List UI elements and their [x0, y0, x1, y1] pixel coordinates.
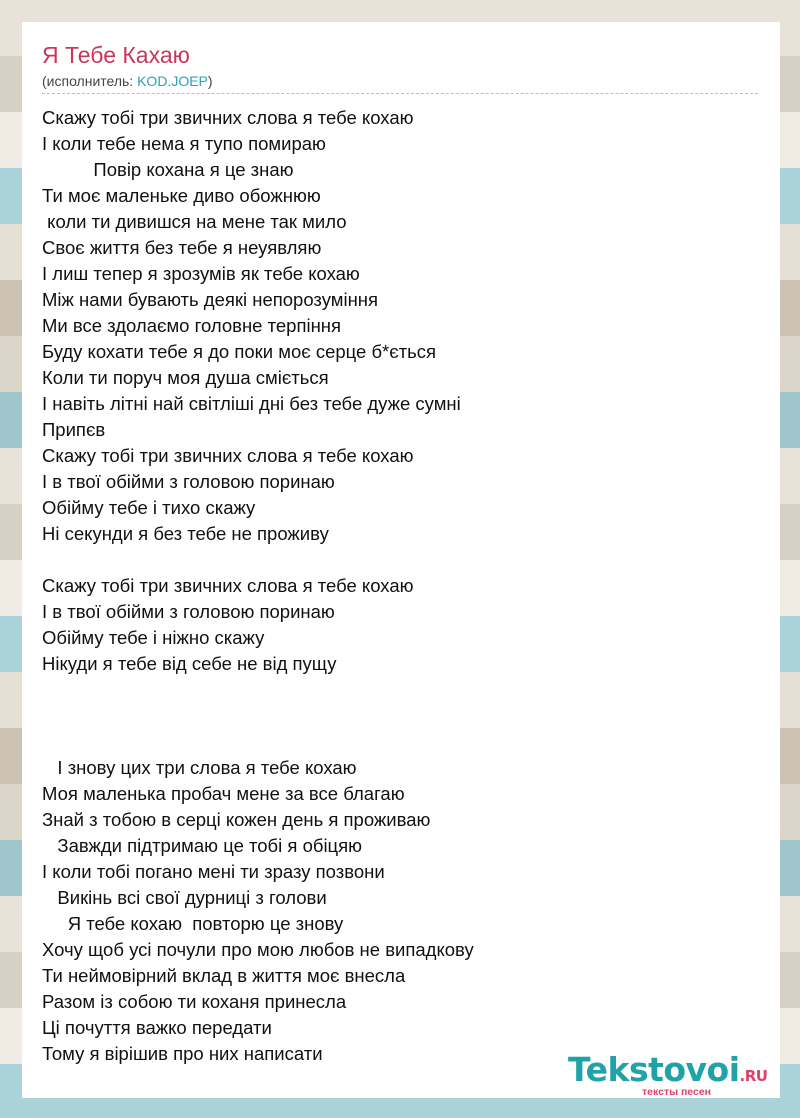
lyric-line: Моя маленька пробач мене за все благаю [42, 783, 405, 804]
lyric-line: І знову цих три слова я тебе кохаю [42, 757, 357, 778]
lyric-line: Своє життя без тебе я неуявляю [42, 237, 322, 258]
lyric-line [42, 729, 762, 755]
lyric-line: Завжди підтримаю це тобі я обіцяю [42, 835, 363, 856]
logo-tagline: тексты песен [642, 1086, 712, 1098]
lyric-line [42, 703, 762, 729]
lyric-line: коли ти дивишся на мене так мило [42, 211, 347, 232]
lyric-line [42, 677, 762, 703]
lyric-line: І коли тобі погано мені ти зразу позвони [42, 861, 385, 882]
song-title: Я Тебе Кахаю [42, 42, 190, 68]
lyric-line: Разом із собою ти коханя принесла [42, 991, 347, 1012]
lyric-line: І в твої обійми з головою поринаю [42, 601, 335, 622]
lyric-line: І навіть літні най світліші дні без тебе дуже сумні [42, 393, 461, 414]
lyric-line: Викінь всі свої дурниці з голови [42, 887, 327, 908]
header-divider [42, 93, 758, 94]
lyric-line: Між нами бувають деякі непорозуміння [42, 289, 379, 310]
logo-main-text: Tekstovoi [568, 1050, 740, 1089]
lyric-line: Ти неймовірний вклад в життя моє внесла [42, 965, 406, 986]
lyric-line: Хочу щоб усі почули про мою любов не випадкову [42, 939, 474, 960]
lyric-line: Буду кохати тебе я до поки моє серце б*ється [42, 341, 437, 362]
logo-tld: .RU [739, 1067, 768, 1085]
lyric-line: Ці почуття важко передати [42, 1017, 272, 1038]
artist-line [42, 73, 213, 89]
lyric-line: І в твої обійми з головою поринаю [42, 471, 335, 492]
lyrics-body [42, 105, 762, 1067]
lyric-line: Обійму тебе і тихо скажу [42, 497, 256, 518]
lyric-line: І коли тебе нема я тупо помираю [42, 133, 326, 154]
lyric-line: Припєв [42, 419, 106, 440]
lyric-line: Я тебе кохаю повторю це знову [42, 913, 344, 934]
lyric-line: Скажу тобі три звичних слова я тебе кохаю [42, 445, 414, 466]
lyric-line: Знай з тобою в серці кожен день я проживаю [42, 809, 431, 830]
lyric-line: Ти моє маленьке диво обожнюю [42, 185, 321, 206]
lyric-line: Тому я вірішив про них написати [42, 1043, 323, 1064]
lyric-line: Скажу тобі три звичних слова я тебе кохаю [42, 575, 414, 596]
lyric-line: Обійму тебе і ніжно скажу [42, 627, 265, 648]
lyric-line: Повір кохана я це знаю [42, 159, 294, 180]
site-logo[interactable] [568, 1050, 767, 1089]
artist-prefix: (исполнитель: [42, 73, 138, 89]
lyric-line: Коли ти поруч моя душа сміється [42, 367, 329, 388]
lyric-line: І лиш тепер я зрозумів як тебе кохаю [42, 263, 360, 284]
lyric-line: Скажу тобі три звичних слова я тебе кохаю [42, 107, 414, 128]
lyric-line: Нікуди я тебе від себе не від пущу [42, 653, 337, 674]
lyric-line [42, 547, 762, 573]
artist-link[interactable]: KOD.JOEP [137, 73, 208, 89]
lyrics-sheet [22, 22, 780, 1098]
lyric-line: Ми все здолаємо головне терпіння [42, 315, 342, 336]
lyric-line: Ні секунди я без тебе не проживу [42, 523, 329, 544]
artist-suffix: ) [207, 73, 213, 89]
